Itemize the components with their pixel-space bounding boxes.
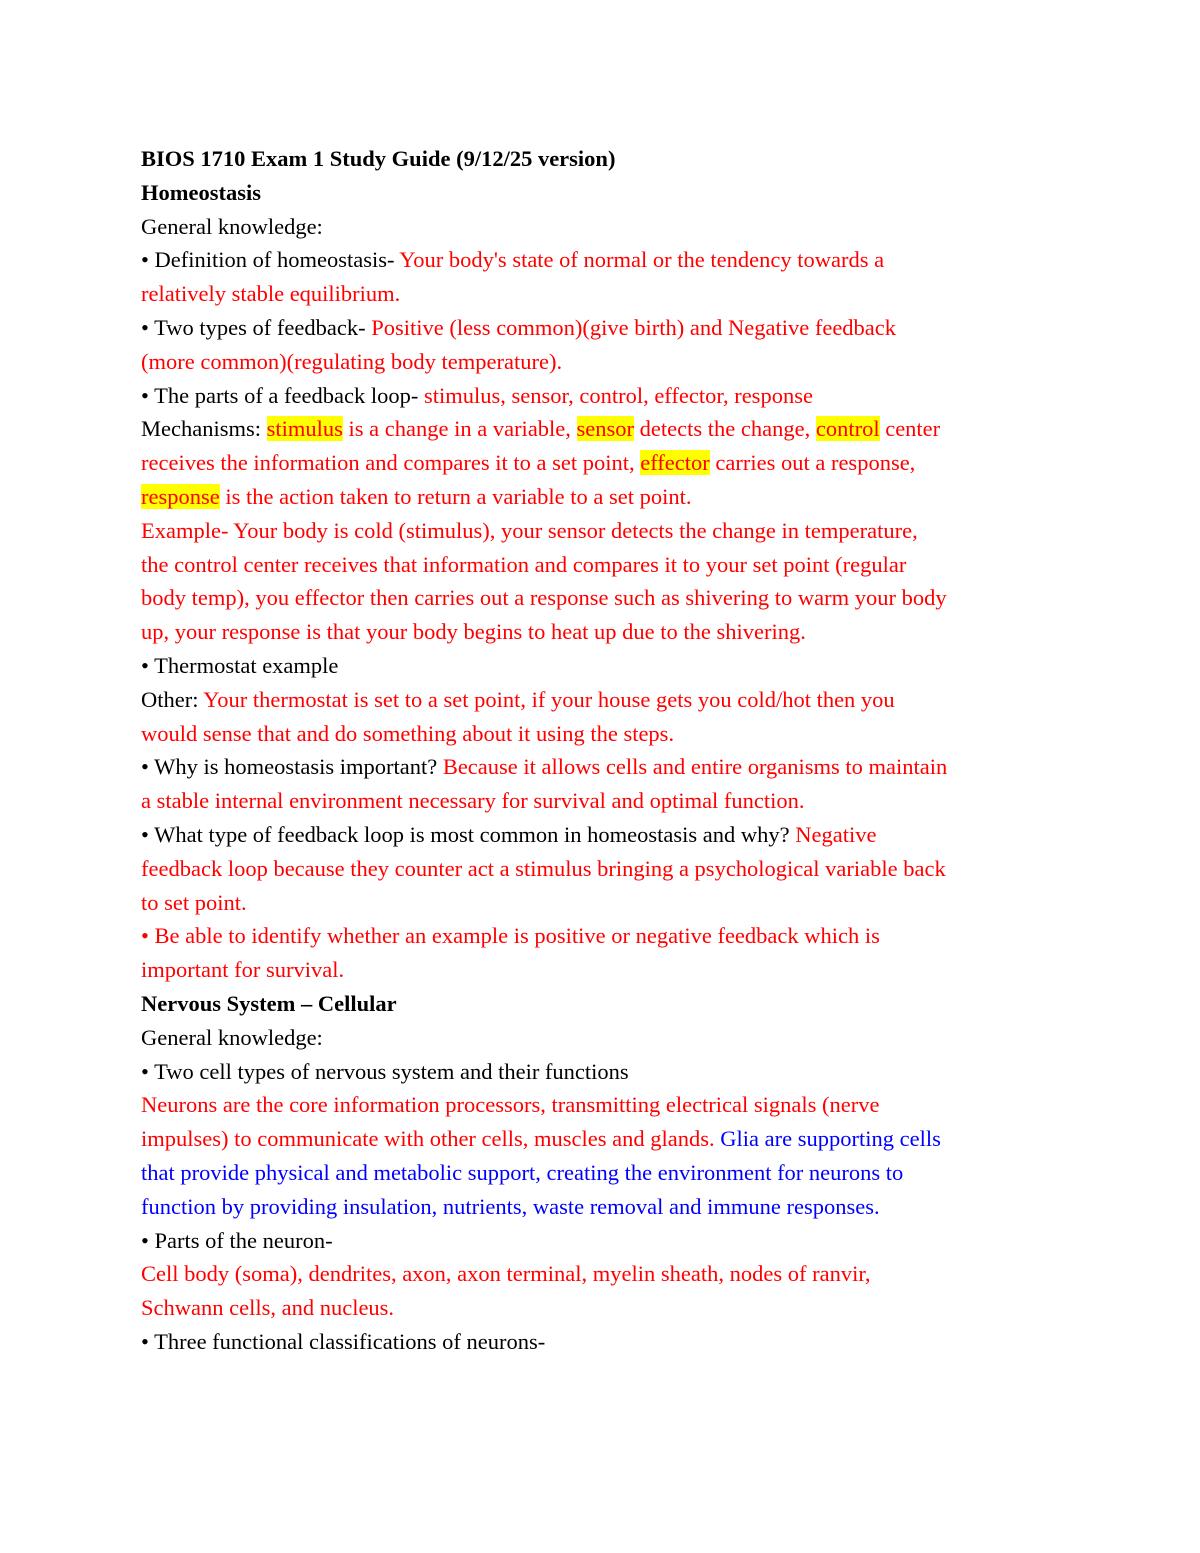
definition-answer: Your body's state of normal or the tendency towards a — [399, 247, 885, 273]
feedback-parts-answer: stimulus, sensor, control, effector, response — [423, 382, 813, 408]
highlight-sensor: sensor — [576, 416, 635, 442]
study-guide-page — [141, 142, 1071, 1359]
mechanisms-text-5: carries out a response, — [709, 450, 916, 476]
thermostat-question: • Thermostat example — [141, 652, 339, 678]
mechanisms-label: Mechanisms: — [141, 416, 267, 442]
mechanisms-text-3: center — [879, 416, 941, 442]
highlight-control: control — [815, 416, 880, 442]
mechanisms-text-4: receives the information and compares it to a set point, — [141, 450, 641, 476]
glia-answer-line-3: function by providing insulation, nutrients, waste removal and immune responses. — [141, 1193, 880, 1219]
common-loop-question: • What type of feedback loop is most common in homeostasis and why? — [141, 821, 796, 847]
general-knowledge-label: General knowledge: — [141, 213, 323, 239]
importance-answer: Because it allows cells and entire organisms to maintain — [442, 754, 948, 780]
neurons-answer-text: impulses) to communicate with other cells, muscles and glands. — [141, 1126, 721, 1152]
glia-answer-text: Glia are supporting cells — [720, 1126, 941, 1152]
cell-types-question: • Two cell types of nervous system and their functions — [141, 1058, 629, 1084]
importance-answer-cont: a stable internal environment necessary for survival and optimal function. — [141, 788, 805, 814]
feedback-types-answer: Positive (less common)(give birth) and Negative feedback — [371, 314, 897, 340]
highlight-response: response — [141, 483, 220, 509]
neuron-classifications-question: • Three functional classifications of neurons- — [141, 1328, 546, 1354]
highlight-effector: effector — [640, 450, 710, 476]
definition-question: • Definition of homeostasis- — [141, 247, 400, 273]
feedback-types-answer-cont: (more common)(regulating body temperature). — [141, 348, 563, 374]
thermostat-label: Other: — [141, 686, 204, 712]
document-title: BIOS 1710 Exam 1 Study Guide (9/12/25 version) — [141, 146, 616, 171]
highlight-stimulus: stimulus — [266, 416, 343, 442]
general-knowledge-label-2: General knowledge: — [141, 1024, 323, 1050]
common-loop-item — [141, 818, 1071, 852]
example-line-4: up, your response is that your body begins to heat up due to the shivering. — [141, 619, 806, 645]
mechanisms-line-2 — [141, 446, 1071, 480]
neuron-parts-answer-1: Cell body (soma), dendrites, axon, axon terminal, myelin sheath, nodes of ranvir, — [141, 1261, 871, 1287]
section-heading-homeostasis: Homeostasis — [141, 179, 261, 205]
example-line-2: the control center receives that information and compares it to your set point (regular — [141, 551, 907, 577]
thermostat-answer: Your thermostat is set to a set point, if your house gets you cold/hot then you — [203, 686, 895, 712]
identify-feedback-line-1: • Be able to identify whether an example is positive or negative feedback which is — [141, 923, 880, 949]
section-heading-nervous-system: Nervous System – Cellular — [141, 990, 397, 1016]
mechanisms-text-1: is a change in a variable, — [342, 416, 577, 442]
common-loop-answer: Negative — [795, 821, 877, 847]
feedback-parts-question: • The parts of a feedback loop- — [141, 382, 424, 408]
definition-answer-cont: relatively stable equilibrium. — [141, 281, 401, 307]
neurons-answer-line-2 — [141, 1122, 1071, 1156]
thermostat-answer-cont: would sense that and do something about it using the steps. — [141, 720, 675, 746]
mechanisms-text-2: detects the change, — [634, 416, 816, 442]
mechanisms-text-6: is the action taken to return a variable to a set point. — [219, 483, 692, 509]
importance-item — [141, 750, 1071, 784]
feedback-types-question: • Two types of feedback- — [141, 314, 372, 340]
example-line-3: body temp), you effector then carries out a response such as shivering to warm your body — [141, 585, 947, 611]
example-line-1: Example- Your body is cold (stimulus), your sensor detects the change in temperature, — [141, 517, 918, 543]
mechanisms-line-3 — [141, 480, 1071, 514]
common-loop-answer-cont-1: feedback loop because they counter act a stimulus bringing a psychological variable back — [141, 855, 946, 881]
thermostat-item — [141, 683, 1071, 717]
feedback-parts-item — [141, 379, 1071, 413]
mechanisms-line-1 — [141, 412, 1071, 446]
feedback-types-item — [141, 311, 1071, 345]
common-loop-answer-cont-2: to set point. — [141, 889, 247, 915]
neuron-parts-answer-2: Schwann cells, and nucleus. — [141, 1295, 395, 1321]
neuron-parts-question: • Parts of the neuron- — [141, 1227, 333, 1253]
identify-feedback-line-2: important for survival. — [141, 957, 345, 983]
neurons-answer-line-1: Neurons are the core information processors, transmitting electrical signals (nerve — [141, 1092, 880, 1118]
definition-item — [141, 243, 1071, 277]
importance-question: • Why is homeostasis important? — [141, 754, 443, 780]
glia-answer-line-2: that provide physical and metabolic support, creating the environment for neurons to — [141, 1159, 904, 1185]
